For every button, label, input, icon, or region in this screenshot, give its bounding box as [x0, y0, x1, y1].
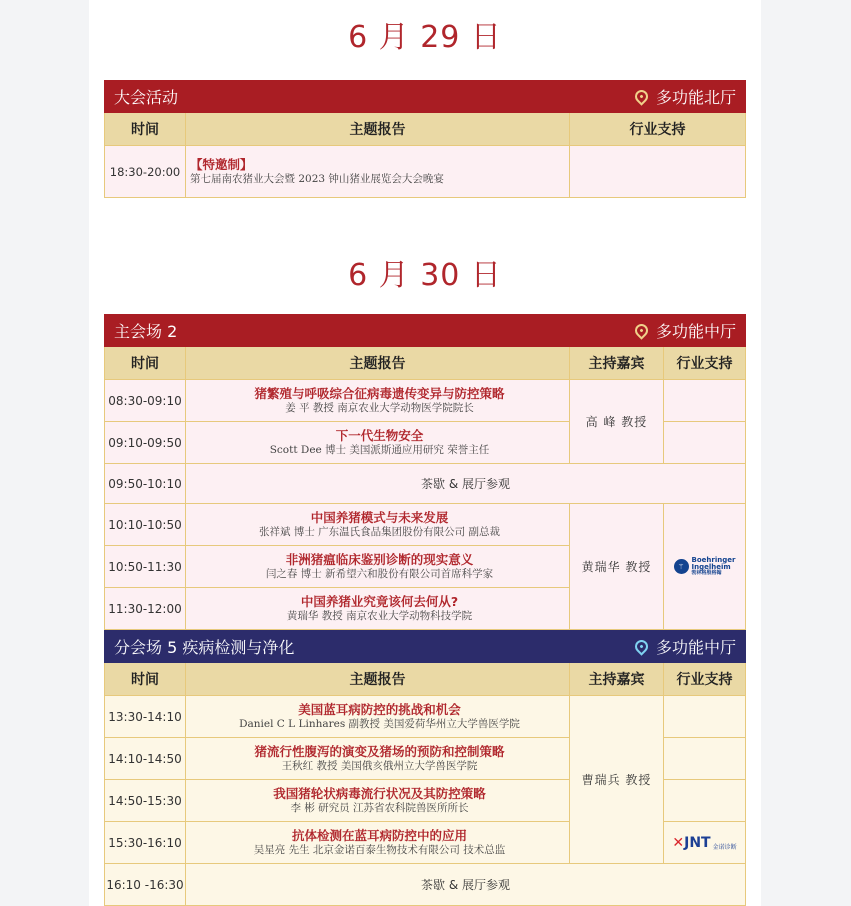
- section-header-sub: [104, 630, 746, 663]
- row-time: 09:50-10:10: [105, 464, 186, 504]
- location-pin-icon: [632, 637, 650, 655]
- col-host: 主持嘉宾: [570, 347, 664, 379]
- host-cell: 高 峰 教授: [570, 380, 664, 464]
- column-header-row: [104, 113, 746, 146]
- jnt-wordmark: ✕JNT: [672, 834, 711, 851]
- row-time: 16:10 -16:30: [105, 864, 186, 906]
- jnt-x-icon: ✕: [672, 834, 685, 851]
- section-header: [104, 80, 746, 113]
- col-topic: 主题报告: [186, 113, 570, 145]
- location-pin-icon: [632, 87, 650, 105]
- topic-title: 下一代生物安全: [335, 428, 424, 444]
- row-topic: [186, 696, 570, 738]
- col-support: 行业支持: [676, 356, 733, 372]
- col-topic: 主题报告: [186, 663, 570, 695]
- row-time: 11:30-12:00: [105, 588, 186, 630]
- topic-title: 猪流行性腹泻的演变及猪场的预防和控制策略: [254, 744, 505, 760]
- row-time: 14:50-15:30: [105, 780, 186, 822]
- host-cell: 黄瑞华 教授: [570, 504, 664, 630]
- row-support: [664, 696, 745, 738]
- agenda-page: [89, 0, 761, 906]
- row-topic: [186, 146, 570, 197]
- section-header-main: [104, 314, 746, 347]
- sponsor-cell: [664, 822, 745, 864]
- topic-subtitle: 王秋红 教授 美国俄亥俄州立大学兽医学院: [281, 759, 478, 772]
- row-topic: [186, 822, 570, 864]
- topic-title: 美国蓝耳病防控的挑战和机会: [298, 702, 461, 718]
- topic-title: 中国养猪业究竟该何去何从?: [300, 594, 459, 610]
- row-support: [570, 146, 745, 197]
- section-name: 主会场 2: [114, 322, 178, 341]
- col-time: 时间: [105, 347, 186, 379]
- row-topic: [186, 780, 570, 822]
- row-topic: [186, 422, 570, 464]
- col-support: 行业支持: [629, 122, 686, 138]
- section-location: [635, 85, 736, 108]
- row-support: [664, 738, 745, 780]
- col-time: 时间: [105, 663, 186, 695]
- row-time: 10:10-10:50: [105, 504, 186, 546]
- row-time: 14:10-14:50: [105, 738, 186, 780]
- topic-title: 【特邀制】: [190, 157, 253, 173]
- col-host: 主持嘉宾: [570, 663, 664, 695]
- section-name: 分会场 5 疾病检测与净化: [114, 638, 295, 657]
- topic-subtitle: 黄瑞华 教授 南京农业大学动物科技学院: [286, 609, 473, 622]
- row-time: 08:30-09:10: [105, 380, 186, 422]
- schedule-table-june-30: [104, 314, 746, 906]
- section-location: [635, 319, 736, 342]
- row-support: [664, 780, 745, 822]
- col-topic: 主题报告: [186, 347, 570, 379]
- topic-title: 我国猪轮状病毒流行状况及其防控策略: [273, 786, 486, 802]
- row-topic: [186, 738, 570, 780]
- row-time: 13:30-14:10: [105, 696, 186, 738]
- row-time: 18:30-20:00: [105, 146, 186, 197]
- column-header-row: [104, 347, 746, 380]
- topic-subtitle: 吴星亮 先生 北京金诺百泰生物技术有限公司 技术总监: [253, 843, 506, 856]
- topic-subtitle: Daniel C L Linhares 副教授 美国爱荷华州立大学兽医学院: [239, 717, 520, 730]
- section-name: 大会活动: [114, 88, 179, 107]
- row-topic: [186, 504, 570, 546]
- location-label: 多功能中厅: [655, 322, 736, 341]
- topic-subtitle: 张祥斌 博士 广东温氏食品集团股份有限公司 副总裁: [258, 525, 500, 538]
- sub-session-grid: [104, 696, 746, 906]
- day-title-june-29: 6 月 29 日: [348, 20, 502, 55]
- sponsor-cell: [664, 504, 745, 630]
- row-time: 09:10-09:50: [105, 422, 186, 464]
- section-location: [635, 635, 736, 658]
- topic-title: 中国养猪模式与未来发展: [310, 510, 449, 526]
- row-time: 10:50-11:30: [105, 546, 186, 588]
- location-pin-icon: [632, 321, 650, 339]
- bi-wordmark: Boehringer Ingelheim 勃林格殷格翰: [691, 556, 736, 576]
- table-row: [104, 146, 746, 198]
- day-title-june-30: 6 月 30 日: [348, 258, 502, 293]
- topic-subtitle: 姜 平 教授 南京农业大学动物医学院院长: [285, 401, 474, 414]
- topic-title: 抗体检测在蓝耳病防控中的应用: [291, 828, 467, 844]
- topic-subtitle: 李 彬 研究员 江苏省农科院兽医所所长: [290, 801, 469, 814]
- break-row: 茶歇 & 展厅参观: [186, 864, 745, 906]
- host-cell: 曹瑞兵 教授: [570, 696, 664, 864]
- row-topic: [186, 380, 570, 422]
- row-topic: [186, 546, 570, 588]
- location-label: 多功能中厅: [655, 638, 736, 657]
- topic-subtitle: 第七届南农猪业大会暨 2023 钟山猪业展览会大会晚宴: [190, 172, 444, 185]
- row-topic: [186, 588, 570, 630]
- boehringer-ingelheim-logo: [674, 557, 736, 576]
- row-time: 15:30-16:10: [105, 822, 186, 864]
- topic-subtitle: 闫之春 博士 新希望六和股份有限公司首席科学家: [265, 567, 494, 580]
- topic-title: 非洲猪瘟临床鉴别诊断的现实意义: [285, 552, 474, 568]
- row-support: [664, 422, 745, 464]
- col-time: 时间: [105, 113, 186, 145]
- break-row: 茶歇 & 展厅参观: [186, 464, 745, 504]
- jnt-logo: ✕JNT 金诺诊断: [672, 834, 737, 851]
- column-header-row: [104, 663, 746, 696]
- location-label: 多功能北厅: [655, 88, 736, 107]
- main-session-grid: [104, 380, 746, 630]
- topic-title: 猪繁殖与呼吸综合征病毒遗传变异与防控策略: [254, 386, 505, 402]
- row-support: [664, 380, 745, 422]
- schedule-table-june-29: [104, 80, 746, 198]
- topic-subtitle: Scott Dee 博士 美国派斯通应用研究 荣誉主任: [269, 443, 490, 456]
- col-support: 行业支持: [676, 672, 733, 688]
- bi-emblem-icon: ⚚: [674, 559, 689, 574]
